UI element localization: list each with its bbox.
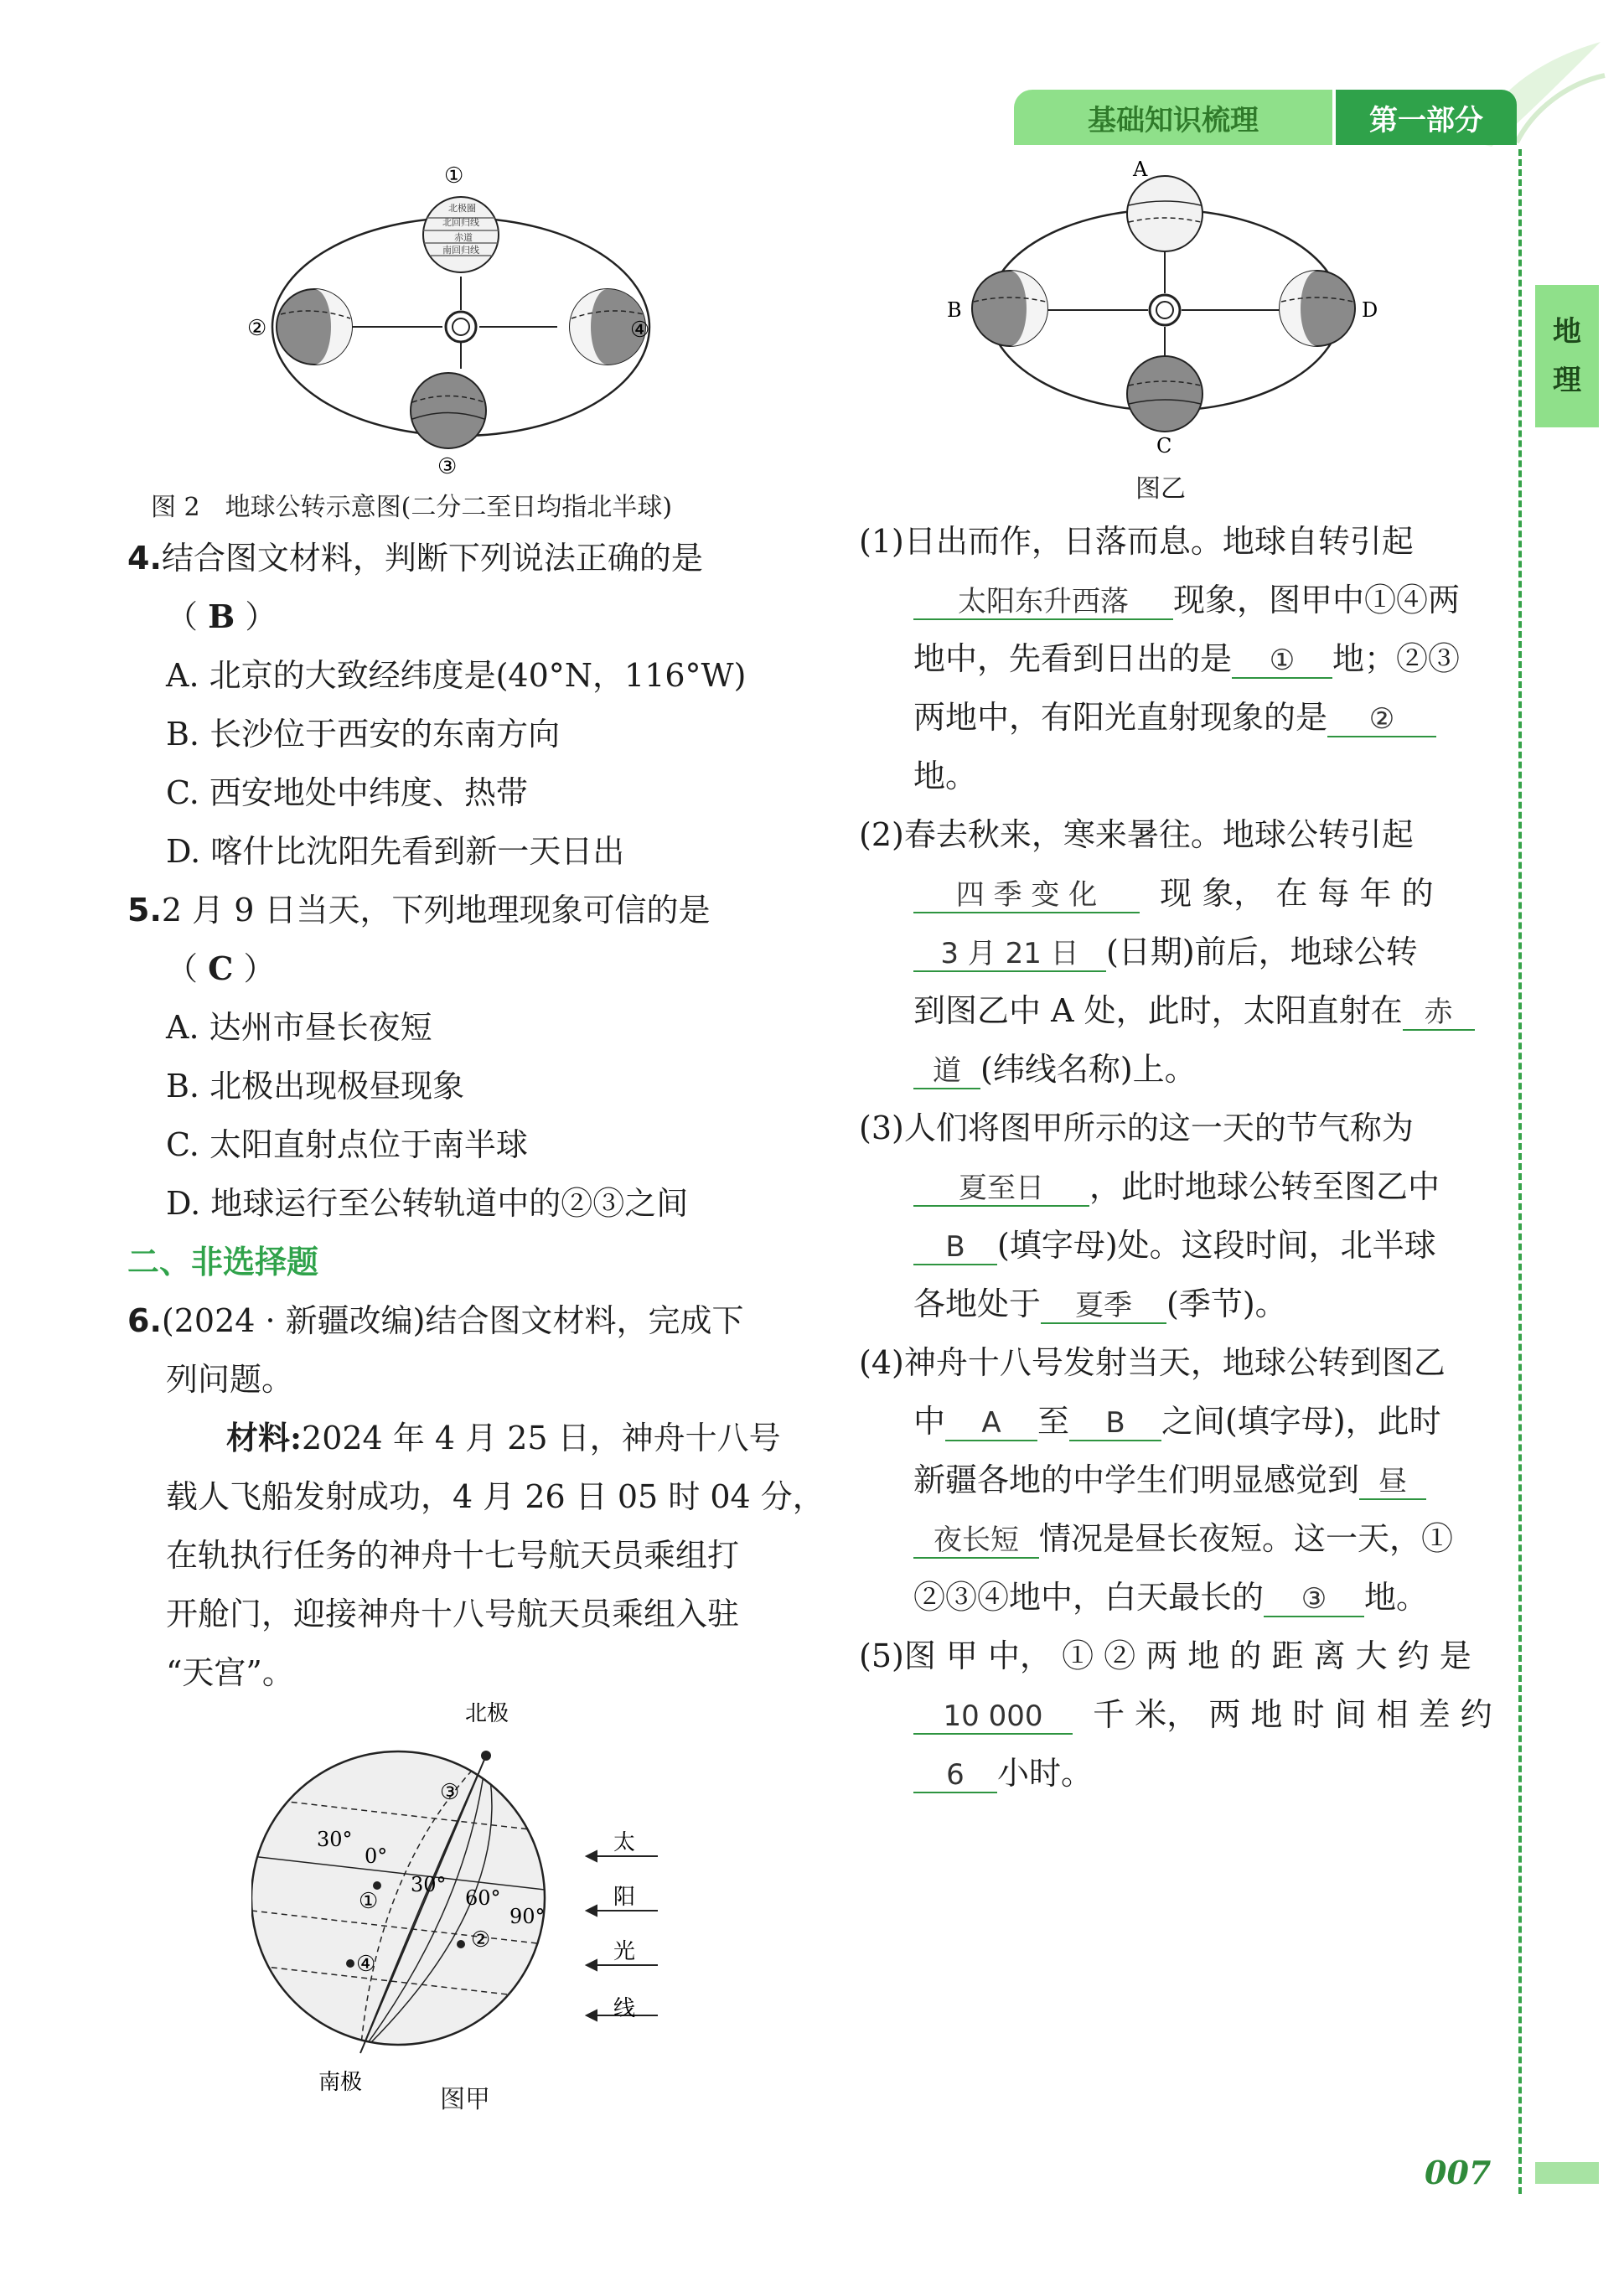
part-label: 第一部分 [1336, 90, 1517, 145]
sub5-line [913, 1694, 1492, 1735]
answer-blank: ① [1232, 644, 1332, 679]
answer-blank: 3 月 21 日 [913, 937, 1106, 972]
sub3-text: ，此时地球公转至图乙中 [1089, 1168, 1440, 1205]
sunlight-char: 线 [613, 1996, 636, 2021]
fig2-label-4: ④ [630, 318, 650, 343]
sub3-line [913, 1167, 1440, 1207]
sunlight-char: 阳 [613, 1885, 636, 1910]
sub5-line: (5)图 甲 中， ① ② 两 地 的 距 离 大 约 是 [859, 1637, 1471, 1674]
page-number: 007 [1425, 2154, 1492, 2191]
degree-label: 0° [365, 1844, 388, 1868]
material-line: “天宫”。 [166, 1654, 294, 1691]
answer-blank: 太阳东升西落 [913, 585, 1173, 620]
lat-label: 北极圈 [448, 203, 476, 214]
q5-stem-text: 2 月 9 日当天，下列地理现象可信的是 [161, 892, 711, 929]
north-pole-label: 北极 [465, 1701, 509, 1726]
fig-yi-label-C: C [1156, 434, 1172, 458]
q4-option: A. 北京的大致经纬度是(40°N，116°W) [166, 657, 747, 694]
q6-number: 6. [127, 1302, 162, 1339]
point-label-4: ④ [356, 1952, 376, 1977]
answer-blank: ② [1327, 702, 1436, 737]
q4-answer: B [208, 597, 235, 635]
bracket-close: ） [245, 598, 277, 635]
answer-blank: 10 000 [913, 1699, 1073, 1735]
point-label-3: ③ [440, 1780, 460, 1805]
answer-blank: 夏季 [1041, 1289, 1166, 1324]
sub2-text: 到图乙中 A 处，此时，太阳直射在 [913, 992, 1403, 1029]
bracket-open: （ [166, 950, 199, 987]
sub4-text: 地。 [1364, 1579, 1429, 1616]
material-label: 材料: [226, 1419, 303, 1456]
figure-jia-globe-diagram [251, 1697, 687, 2116]
q5-option: D. 地球运行至公转轨道中的②③之间 [166, 1185, 689, 1222]
point-label-2: ② [471, 1927, 491, 1953]
sub4-text: 中 [913, 1403, 946, 1440]
answer-blank: 赤 [1403, 996, 1475, 1031]
q6-stem-text: (2024 · 新疆改编)结合图文材料，完成下 [161, 1302, 744, 1339]
answer-blank: B [1069, 1406, 1161, 1441]
fig2-label-1: ① [444, 163, 464, 189]
answer-blank: ③ [1264, 1582, 1364, 1617]
q4-stem [127, 538, 703, 578]
q6-stem-line2: 列问题。 [166, 1361, 294, 1398]
sub4-text: ②③④地中，白天最长的 [913, 1579, 1265, 1616]
subject-tab-char: 理 [1553, 364, 1581, 397]
answer-blank: 道 [913, 1054, 980, 1089]
q4-number: 4. [127, 540, 162, 577]
sub1-line [913, 580, 1460, 620]
sub4-text: 情况是昼长夜短。这一天，① [1039, 1520, 1454, 1557]
sub4-line [913, 1401, 1441, 1441]
sub4-line [913, 1460, 1426, 1500]
sub1-text: 地中，先看到日出的是 [913, 640, 1233, 677]
q5-stem [127, 890, 710, 930]
sub4-line [913, 1577, 1428, 1617]
sub4-line [913, 1518, 1453, 1559]
sub3-line: (3)人们将图甲所示的这一天的节气称为 [859, 1110, 1414, 1146]
fig2-label-3: ③ [437, 454, 458, 479]
figure2-caption: 图 2 地球公转示意图(二分二至日均指北半球) [151, 493, 673, 522]
sub3-text: 各地处于 [913, 1286, 1042, 1322]
point-label-1: ① [359, 1889, 379, 1914]
answer-blank: B [913, 1230, 997, 1265]
q4-answer-line [166, 597, 277, 637]
answer-blank: 夏至日 [913, 1172, 1089, 1207]
material-text: 2024 年 4 月 25 日，神舟十八号 [302, 1420, 781, 1456]
sub2-line [913, 932, 1418, 972]
section-label: 基础知识梳理 [1014, 90, 1332, 145]
figure-yi-revolution-diagram [947, 159, 1383, 461]
lat-label: 北回归线 [442, 217, 479, 228]
sub3-line [913, 1284, 1287, 1324]
sub1-text: 地；②③ [1332, 640, 1461, 677]
answer-blank: 6 [913, 1758, 997, 1793]
figure-yi-caption: 图乙 [1135, 474, 1186, 504]
fig-yi-label-B: B [947, 298, 962, 322]
subject-tab-char: 地 [1553, 315, 1581, 349]
sub2-line [913, 873, 1434, 913]
section-heading: 二、非选择题 [127, 1244, 319, 1280]
q5-option: C. 太阳直射点位于南半球 [166, 1126, 528, 1163]
sub4-text: 至 [1037, 1403, 1070, 1440]
sub3-text: (季节)。 [1166, 1286, 1287, 1322]
answer-blank: 夜长短 [913, 1523, 1039, 1559]
figure-jia-caption: 图甲 [440, 2085, 490, 2114]
q4-option: C. 西安地处中纬度、热带 [166, 774, 528, 811]
material-line: 开舱门，迎接神舟十八号航天员乘组入驻 [166, 1596, 740, 1632]
sub2-line [913, 991, 1475, 1031]
sub1-text: 现象，图甲中①④两 [1173, 582, 1461, 618]
sub5-text: 千 米， 两 地 时 间 相 差 约 [1093, 1696, 1492, 1733]
answer-blank: 四 季 变 化 [913, 878, 1140, 913]
sub1-line [913, 697, 1436, 737]
sub2-line: (2)春去秋来，寒来暑往。地球公转引起 [859, 816, 1414, 853]
bracket-close: ） [243, 950, 276, 987]
degree-label: 30° [411, 1873, 447, 1896]
sunlight-char: 光 [613, 1939, 636, 1964]
sub1-line: 地。 [913, 758, 978, 794]
side-divider [1518, 149, 1522, 2194]
south-pole-label: 南极 [318, 2070, 363, 2095]
sunlight-char: 太 [613, 1830, 636, 1855]
bracket-open: （ [166, 598, 199, 635]
sub4-line: (4)神舟十八号发射当天，地球公转到图乙 [859, 1344, 1446, 1381]
fig-yi-label-A: A [1133, 159, 1148, 181]
q4-option: D. 喀什比沈阳先看到新一天日出 [166, 833, 625, 870]
q5-option: B. 北极出现极昼现象 [166, 1068, 465, 1104]
sub3-line [913, 1225, 1436, 1265]
sub5-line [913, 1753, 1093, 1793]
sub4-text: 新疆各地的中学生们明显感觉到 [913, 1461, 1360, 1498]
material-line [226, 1418, 781, 1458]
lat-label: 赤道 [454, 232, 473, 243]
material-line: 载人飞船发射成功，4 月 26 日 05 时 04 分， [166, 1478, 825, 1515]
q5-option: A. 达州市昼长夜短 [166, 1009, 432, 1046]
sub1-line [913, 639, 1460, 679]
sub2-text: (日期)前后，地球公转 [1106, 934, 1418, 970]
degree-label: 90° [509, 1905, 546, 1928]
sub2-text: (纬线名称)上。 [980, 1051, 1197, 1088]
q5-answer: C [208, 949, 234, 987]
sub2-line [913, 1049, 1197, 1089]
fig2-label-2: ② [247, 316, 267, 341]
sub3-text: (填字母)处。这段时间，北半球 [997, 1227, 1436, 1264]
sub4-text: 之间(填字母)，此时 [1161, 1403, 1441, 1440]
degree-label: 60° [465, 1886, 501, 1910]
subject-tab [1535, 285, 1599, 427]
q5-number: 5. [127, 892, 162, 929]
fig-yi-label-D: D [1362, 298, 1378, 322]
sub1-line: (1)日出而作，日落而息。地球自转引起 [859, 523, 1414, 560]
answer-blank: A [945, 1406, 1037, 1441]
material-line: 在轨执行任务的神舟十七号航天员乘组打 [166, 1537, 740, 1574]
sub2-text: 现 象， 在 每 年 的 [1160, 875, 1434, 912]
sub1-text: 两地中，有阳光直射现象的是 [913, 699, 1328, 736]
header-bar [1014, 90, 1517, 145]
figure2-revolution-diagram [235, 159, 687, 486]
answer-blank: 昼 [1359, 1465, 1426, 1500]
q6-stem [127, 1301, 744, 1341]
degree-label: 30° [317, 1828, 353, 1851]
q4-option: B. 长沙位于西安的东南方向 [166, 716, 561, 753]
q5-answer-line [166, 949, 275, 989]
sub5-text: 小时。 [997, 1755, 1094, 1792]
q4-stem-text: 结合图文材料，判断下列说法正确的是 [161, 540, 703, 577]
lat-label: 南回归线 [442, 245, 479, 256]
footer-bar [1535, 2162, 1599, 2184]
